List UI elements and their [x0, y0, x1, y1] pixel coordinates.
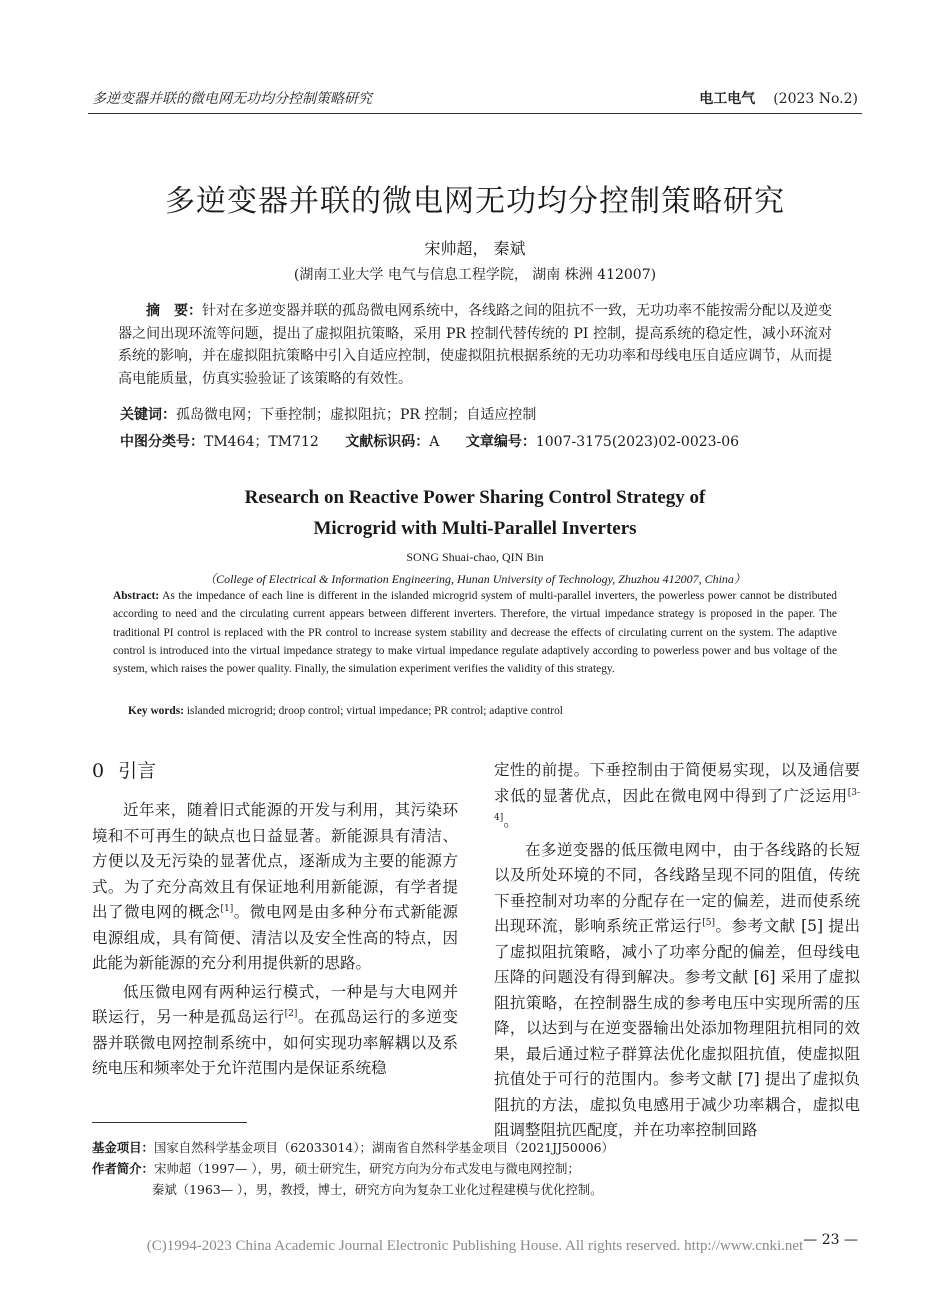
clc-label: 中图分类号： — [120, 434, 204, 450]
paragraph-text: 。在孤岛运行的多逆变器并联微电网控制系统中，如何实现功率解耦以及系统电压和频率处于允许范围内是保证系统稳 — [92, 1008, 458, 1077]
fund-note — [92, 1137, 872, 1158]
paper-title-cn: 多逆变器并联的微电网无功均分控制策略研究 — [165, 184, 785, 219]
article-no-value: 1007-3175(2023)02-0023-06 — [535, 434, 740, 450]
author-bio-2: 秦斌（1963— ），男，教授，博士，研究方向为复杂工业化过程建模与优化控制。 — [152, 1182, 603, 1197]
paragraph-text: 。参考文献 [5] 提出了虚拟阻抗策略，减小了功率分配的偏差，但母线电压降的问题没有得到解决。参考文献 [6] 采用了虚拟阻抗策略，在控制器生成的参考电压中实现所需的压降，以达到与在逆变器输出处添加物理阻抗相同的效果，最后通过粒子群算法优化虚拟阻抗值，使虚拟阻抗值处于可行的范围内。参考文献 [7] 提出了虚拟负阻抗的方法，虚拟负电感用于减少功率耦合，虚拟电阻调整阻抗匹配度，并在功率控制回路 — [494, 917, 860, 1139]
authors-en: SONG Shuai-chao, QIN Bin — [406, 550, 544, 564]
authors-cn: 宋帅超， 秦斌 — [424, 239, 526, 258]
section-number: 0 — [92, 760, 105, 782]
doc-code-value: A — [429, 434, 440, 450]
affiliation-cn: (湖南工业大学 电气与信息工程学院， 湖南 株洲 412007) — [293, 267, 657, 283]
copyright-watermark: (C)1994-2023 China Academic Journal Electronic Publishing House. All rights reserved. http://www.cnki.net — [146, 1238, 804, 1254]
citation: [1] — [220, 903, 234, 914]
paragraph-text: 定性的前提。下垂控制由于简便易实现，以及通信要求低的显著优点，因此在微电网中得到了广泛运用 — [494, 761, 860, 805]
paper-title-en-line1: Research on Reactive Power Sharing Control Strategy of — [244, 487, 706, 508]
section-title: 引言 — [118, 760, 157, 782]
abstract-en-text: As the impedance of each line is different in the islanded microgrid system of multi-parallel inverters, the powerless power cannot be distributed according to need and the circulating current appears between different inverters. Therefore, the virtual impedance strategy is proposed in the paper. The traditional PI control is replaced with the PR control to increase system stability and decrease the effects of circulating current on the system. The adaptive control is introduced into the virtual impedance strategy to make virtual impedance regulate adaptively according to powerless power and bus voltage of the system, which raises the power quality. Finally, the simulation experiment verifies the validity of this strategy. — [113, 590, 837, 676]
bio-label: 作者简介： — [92, 1161, 154, 1176]
paragraph — [92, 980, 458, 1082]
paper-title-en-line2: Microgrid with Multi-Parallel Inverters — [313, 518, 637, 539]
keywords-cn — [120, 404, 536, 424]
footnote-divider — [92, 1122, 247, 1123]
abstract-en — [113, 587, 837, 678]
keywords-en — [128, 705, 563, 717]
bio-text-1: 宋帅超（1997— ），男，硕士研究生，研究方向为分布式发电与微电网控制； — [153, 1161, 580, 1176]
abstract-cn-text: 针对在多逆变器并联的孤岛微电网系统中，各线路之间的阻抗不一致，无功功率不能按需分配以及逆变器之间出现环流等问题，提出了虚拟阻抗策略，采用 PR 控制代替传统的 PI 控制，提高系统的稳定性，减小环流对系统的影响，并在虚拟阻抗策略中引入自适应控制，使虚拟阻抗根据系统的无功功率和母线电压自适应调节，从而提高电能质量，仿真实验验证了该策略的有效性。 — [118, 303, 832, 387]
paragraph-text: 。微电网是由多种分布式新能源电源组成，具有简便、清洁以及安全性高的特点，因此能为新能源的充分利用提供新的思路。 — [92, 903, 458, 972]
header-divider — [88, 113, 862, 114]
doc-code-label: 文献标识码： — [345, 434, 430, 450]
author-bio — [92, 1158, 872, 1179]
footnotes — [92, 1137, 872, 1200]
citation: [5] — [702, 917, 716, 928]
running-title: 多逆变器并联的微电网无功均分控制策略研究 — [92, 91, 372, 107]
paragraph-text: 近年来，随着旧式能源的开发与利用，其污染环境和不可再生的缺点也日益显著。新能源具有清洁、方便以及无污染的显著优点，逐渐成为主要的能源方式。为了充分高效且有保证地利用新能源，有学者提出了微电网的概念 — [92, 801, 458, 921]
journal-name: 电工电气 — [699, 91, 756, 107]
citation: [2] — [284, 1008, 298, 1019]
abstract-en-label: Abstract: — [113, 590, 160, 602]
keywords-en-text: islanded microgrid; droop control; virtual impedance; PR control; adaptive control — [184, 705, 563, 717]
abstract-cn — [118, 300, 832, 390]
classification-line — [120, 431, 739, 451]
journal-header — [699, 88, 858, 108]
keywords-cn-text: 孤岛微电网；下垂控制；虚拟阻抗；PR 控制；自适应控制 — [176, 407, 537, 423]
paragraph-text: 低压微电网有两种运行模式，一种是与大电网并联运行，另一种是孤岛运行 — [92, 982, 458, 1026]
journal-issue: (2023 No.2) — [773, 91, 858, 107]
abstract-cn-label: 摘 要： — [146, 303, 202, 319]
paragraph — [494, 758, 860, 835]
body-left-column — [92, 798, 458, 1085]
clc-value: TM464；TM712 — [204, 434, 319, 450]
paragraph-text: 在多逆变器的低压微电网中，由于各线路的长短以及所处环境的不同，各线路呈现不同的阻值，传统下垂控制对功率的分配存在一定的偏差，进而使系统出现环流，影响系统正常运行 — [494, 840, 860, 935]
paragraph-text: 。 — [503, 812, 519, 830]
citation: [3-4] — [494, 787, 860, 823]
article-no-label: 文章编号： — [465, 434, 536, 450]
body-right-column — [494, 758, 860, 1147]
section-heading — [92, 756, 170, 783]
paragraph — [494, 838, 860, 1144]
paragraph — [92, 798, 458, 977]
affiliation-en: （College of Electrical & Information Engineering, Hunan University of Technology, Zhuzhou 412007, China） — [204, 572, 746, 586]
fund-label: 基金项目： — [92, 1140, 154, 1155]
fund-text: 国家自然科学基金项目（62033014）；湖南省自然科学基金项目（2021JJ50006） — [153, 1140, 614, 1155]
page-number: — 23 — — [803, 1232, 858, 1248]
keywords-en-label: Key words: — [128, 705, 184, 717]
paper-title-en — [0, 482, 950, 544]
keywords-cn-label: 关键词： — [120, 407, 176, 423]
